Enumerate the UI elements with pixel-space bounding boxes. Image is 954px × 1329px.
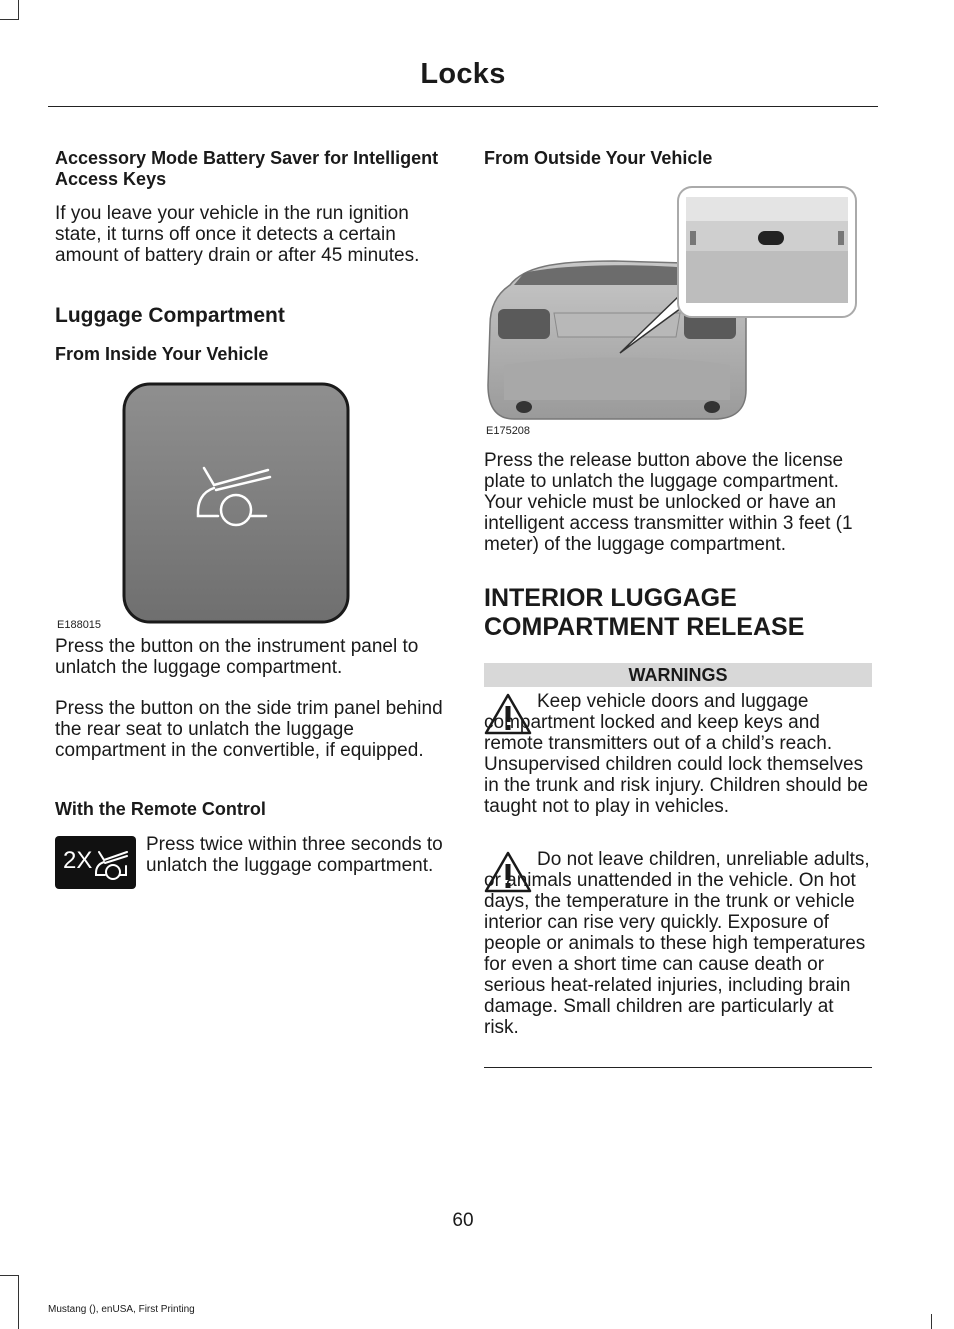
release-button-detail (758, 231, 784, 245)
figure-id-inside: E188015 (57, 619, 102, 631)
paragraph-inside-2: Press the button on the side trim panel behind the rear seat to unlatch the luggage compartment in the convertible, if equipped. (55, 698, 443, 761)
trunk-open-icon (93, 842, 133, 884)
title-divider (48, 106, 878, 107)
warning-text-2: Do not leave children, unreliable adults, or animals unattended in the vehicle. On hot days, the temperature in the trunk or vehicle interior can rise very quickly. Exposure of people or animals to these high temperatures for even a short time can cause death or serious heat-related injuries, including brain damage. Small children are particularly at risk. (484, 849, 870, 1038)
paragraph-inside-1: Press the button on the instrument panel to unlatch the luggage compartment. (55, 636, 419, 678)
paragraph-outside: Press the release button above the license plate to unlatch the luggage compartment. Your vehicle must be unlocked or have an intelligent access transmitter within 3 feet (1 meter) of the luggage compartment. (484, 450, 853, 555)
trunk-release-button-figure (118, 380, 354, 625)
paragraph-remote: Press twice within three seconds to unlatch the luggage compartment. (146, 834, 443, 876)
crop-mark (18, 1275, 19, 1329)
paragraph-battery-saver: If you leave your vehicle in the run ignition state, it turns off once it detects a certain amount of battery drain or after 45 minutes. (55, 203, 420, 266)
crop-mark (931, 1314, 932, 1329)
heading-from-outside: From Outside Your Vehicle (484, 148, 713, 168)
document-info: Mustang (), enUSA, First Printing (48, 1304, 195, 1315)
warnings-header: WARNINGS (484, 663, 872, 687)
remote-icon-label: 2X (63, 847, 93, 874)
page-title: Locks (420, 58, 506, 90)
heading-remote-control: With the Remote Control (55, 799, 266, 819)
page-number: 60 (452, 1210, 474, 1231)
warning-text-1: Keep vehicle doors and luggage compartment locked and keep keys and remote transmitters out of a child’s reach. Unsupervised children could lock themselves in the trunk and risk injury. Children should be taught not to play in vehicles. (484, 691, 869, 817)
figure-id-outside: E175208 (486, 425, 531, 437)
heading-battery-saver: Accessory Mode Battery Saver for Intelligent Access Keys (55, 148, 439, 189)
crop-mark (18, 0, 19, 20)
heading-interior-release: INTERIOR LUGGAGE COMPARTMENT RELEASE (484, 584, 805, 641)
remote-trunk-icon (55, 836, 136, 889)
warnings-end-divider (484, 1067, 872, 1068)
car-rear-figure (484, 185, 864, 425)
heading-luggage-compartment: Luggage Compartment (55, 304, 285, 327)
heading-from-inside: From Inside Your Vehicle (55, 344, 269, 364)
crop-mark (0, 19, 19, 20)
crop-mark (0, 1275, 19, 1276)
